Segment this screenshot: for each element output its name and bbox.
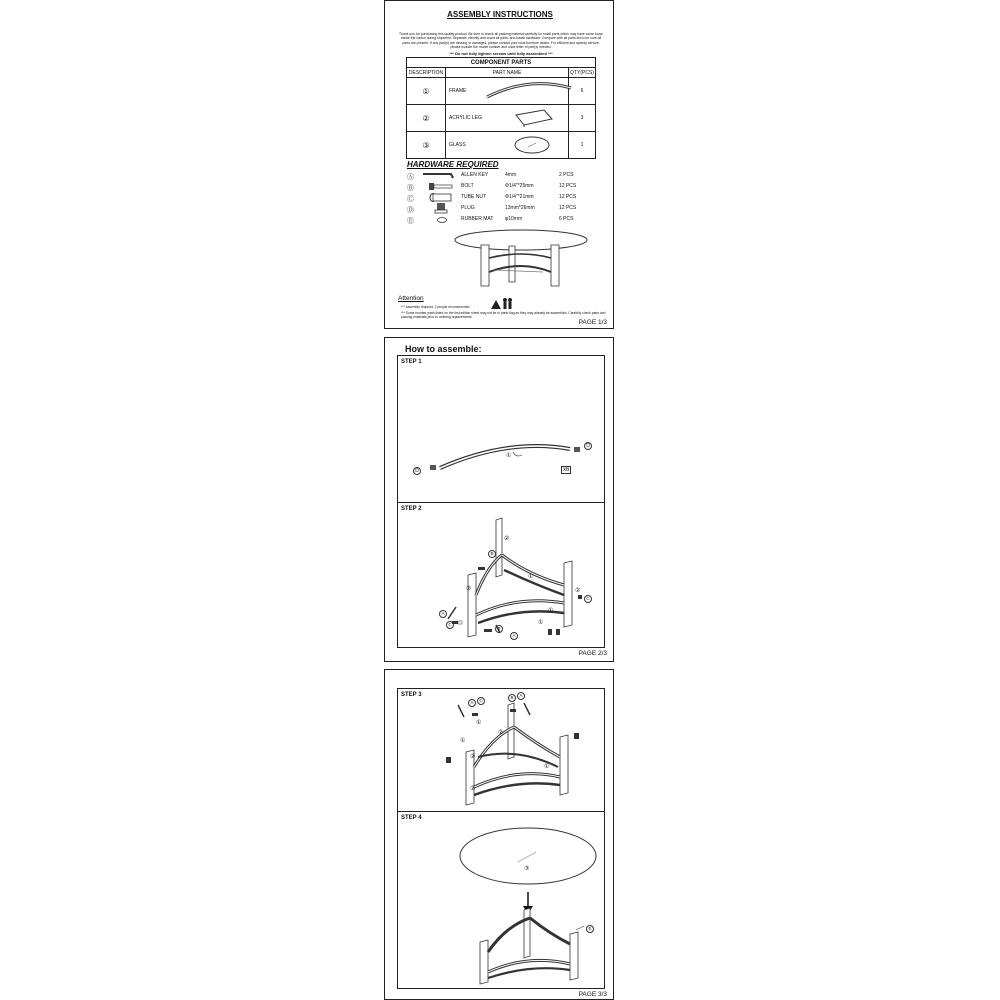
page-number: PAGE 2/3 <box>578 650 607 657</box>
allen-key-icon <box>421 173 455 179</box>
hardware-qty: 12 PCS <box>559 205 577 211</box>
hardware-name: ALLEN KEY <box>461 172 489 178</box>
plug-icon <box>435 203 449 214</box>
component-parts-title: COMPONENT PARTS <box>407 58 596 68</box>
instruction-page-1 <box>384 0 614 329</box>
step-1-panel <box>397 355 605 503</box>
component-number: ② <box>407 105 446 132</box>
hardware-row <box>407 192 597 203</box>
hardware-letter: Ⓔ <box>407 218 414 225</box>
header-part-name: PART NAME <box>446 68 569 78</box>
hardware-name: TUBE NUT <box>461 194 486 200</box>
hardware-row <box>407 214 597 225</box>
step-4-glass-placement <box>458 826 598 986</box>
frame-callout: ① <box>506 453 512 459</box>
acrylic-leg-callout: ② <box>498 730 504 736</box>
page-number: PAGE 1/3 <box>578 319 607 326</box>
acrylic-leg-callout: ② <box>466 586 472 592</box>
bolt-callout: B <box>508 694 516 702</box>
component-name: ACRYLIC LEG <box>449 115 482 121</box>
hardware-qty: 2 PCS <box>559 172 574 178</box>
acrylic-leg-callout: ② <box>504 536 510 542</box>
frame-callout: ① <box>460 738 466 744</box>
component-qty: 6 <box>569 78 596 105</box>
tube-nut-callout: C <box>477 697 485 705</box>
hardware-row <box>407 203 597 214</box>
component-parts-table <box>406 57 596 159</box>
hardware-row <box>407 181 597 192</box>
attention-title: Attention <box>398 295 424 302</box>
plug-callout-left: D <box>413 467 421 475</box>
page-number: PAGE 3/3 <box>578 991 607 998</box>
bolt-callout: B <box>495 625 503 633</box>
component-number: ③ <box>407 132 446 159</box>
frame-callout: ① <box>538 620 544 626</box>
hardware-title: HARDWARE REQUIRED <box>407 160 499 169</box>
hardware-row <box>407 170 597 181</box>
rubber-mat-icon <box>437 217 447 223</box>
hardware-letter: Ⓐ <box>407 174 414 181</box>
instruction-page-2 <box>384 337 614 662</box>
plug-callout-right: D <box>584 442 592 450</box>
component-row <box>407 78 596 105</box>
hardware-name: BOLT <box>461 183 474 189</box>
allen-key-callout: A <box>517 692 525 700</box>
two-people-icon <box>491 297 513 309</box>
bolt-icon <box>429 183 453 190</box>
component-row <box>407 105 596 132</box>
frame-arc-icon <box>484 82 574 100</box>
hardware-qty: 12 PCS <box>559 194 577 200</box>
allen-key-callout: A <box>439 610 447 618</box>
header-qty: QTY(PCS) <box>570 69 594 76</box>
acrylic-leg-icon <box>514 109 554 127</box>
acrylic-leg-callout: ② <box>575 588 581 594</box>
hardware-size: φ10mm <box>505 216 523 222</box>
hardware-letter: Ⓒ <box>407 196 414 203</box>
hardware-size: 13mm*26mm <box>505 205 535 211</box>
rubber-mat-callout: E <box>586 925 594 933</box>
step-1-label: STEP 1 <box>401 359 422 365</box>
hardware-qty: 12 PCS <box>559 183 577 189</box>
frame-callout: ① <box>528 574 534 580</box>
acrylic-leg-callout: ② <box>470 754 476 760</box>
step-4-label: STEP 4 <box>401 815 422 821</box>
tighten-warning: *** Do not fully tighten screws until fully assembled *** <box>449 51 553 56</box>
hardware-letter: Ⓑ <box>407 185 414 192</box>
attention-note-1: *** Assembly required: 2 people recommended. <box>401 305 471 309</box>
component-number: ① <box>407 78 446 105</box>
step-3-label: STEP 3 <box>401 692 422 698</box>
allen-key-callout: A <box>510 632 518 640</box>
step-3-panel <box>397 688 605 812</box>
bolt-callout: B <box>488 550 496 558</box>
glass-top-icon <box>512 135 552 155</box>
hardware-size: Φ1/4"*21mm <box>505 194 534 200</box>
component-row <box>407 132 596 159</box>
component-name: FRAME <box>449 88 467 94</box>
hardware-name: PLUG <box>461 205 475 211</box>
tube-nut-callout: C <box>584 595 592 603</box>
how-to-assemble-heading: How to assemble: <box>405 344 482 354</box>
assembled-table-illustration <box>453 228 589 292</box>
frame-callout: ① <box>476 720 482 726</box>
component-name: GLASS <box>449 142 466 148</box>
step-2-label: STEP 2 <box>401 506 422 512</box>
step-2-panel <box>397 502 605 648</box>
tube-nut-callout: C <box>446 621 454 629</box>
allen-key-callout: A <box>468 699 476 707</box>
page-title: ASSEMBLY INSTRUCTIONS <box>447 10 553 19</box>
step-3-exploded-frame <box>438 697 588 809</box>
hardware-letter: Ⓓ <box>407 207 414 214</box>
hardware-name: RUBBER MAT <box>461 216 494 222</box>
component-qty: 3 <box>569 105 596 132</box>
hardware-size: 4mm <box>505 172 517 178</box>
hardware-qty: 6 PCS <box>559 216 574 222</box>
hardware-size: Φ1/4"*25mm <box>505 183 534 189</box>
header-description: DESCRIPTION <box>407 68 446 78</box>
component-qty: 1 <box>569 132 596 159</box>
glass-callout: ③ <box>524 866 530 872</box>
frame-callout: ① <box>548 608 554 614</box>
tube-nut-icon <box>429 193 453 202</box>
intro-text: Thank you for purchasing this quality product. Be sure to check all packing material carefully for small parts which may have come loose inside the carton during shipment. Separate, identify and count all parts, and install hardware. Compare with all parts list to be sure all parts are present. If any part(s) are missing or damaged, please contact your local furniture dealer. For efficient and speedy service, please include the model number and code letter of part(s) needed. <box>399 32 603 49</box>
frame-callout: ① <box>544 764 550 770</box>
attention-note-2: *** Some number parts listed on the first edition sheet may not be in parts bag as they may already be assembled. Carefully check parts and packing materials prior to ordering replacements. <box>401 311 606 320</box>
instruction-page-3 <box>384 669 614 1000</box>
quantity-badge: x6 <box>563 467 570 473</box>
acrylic-leg-callout: ② <box>470 786 476 792</box>
step-4-panel <box>397 811 605 989</box>
